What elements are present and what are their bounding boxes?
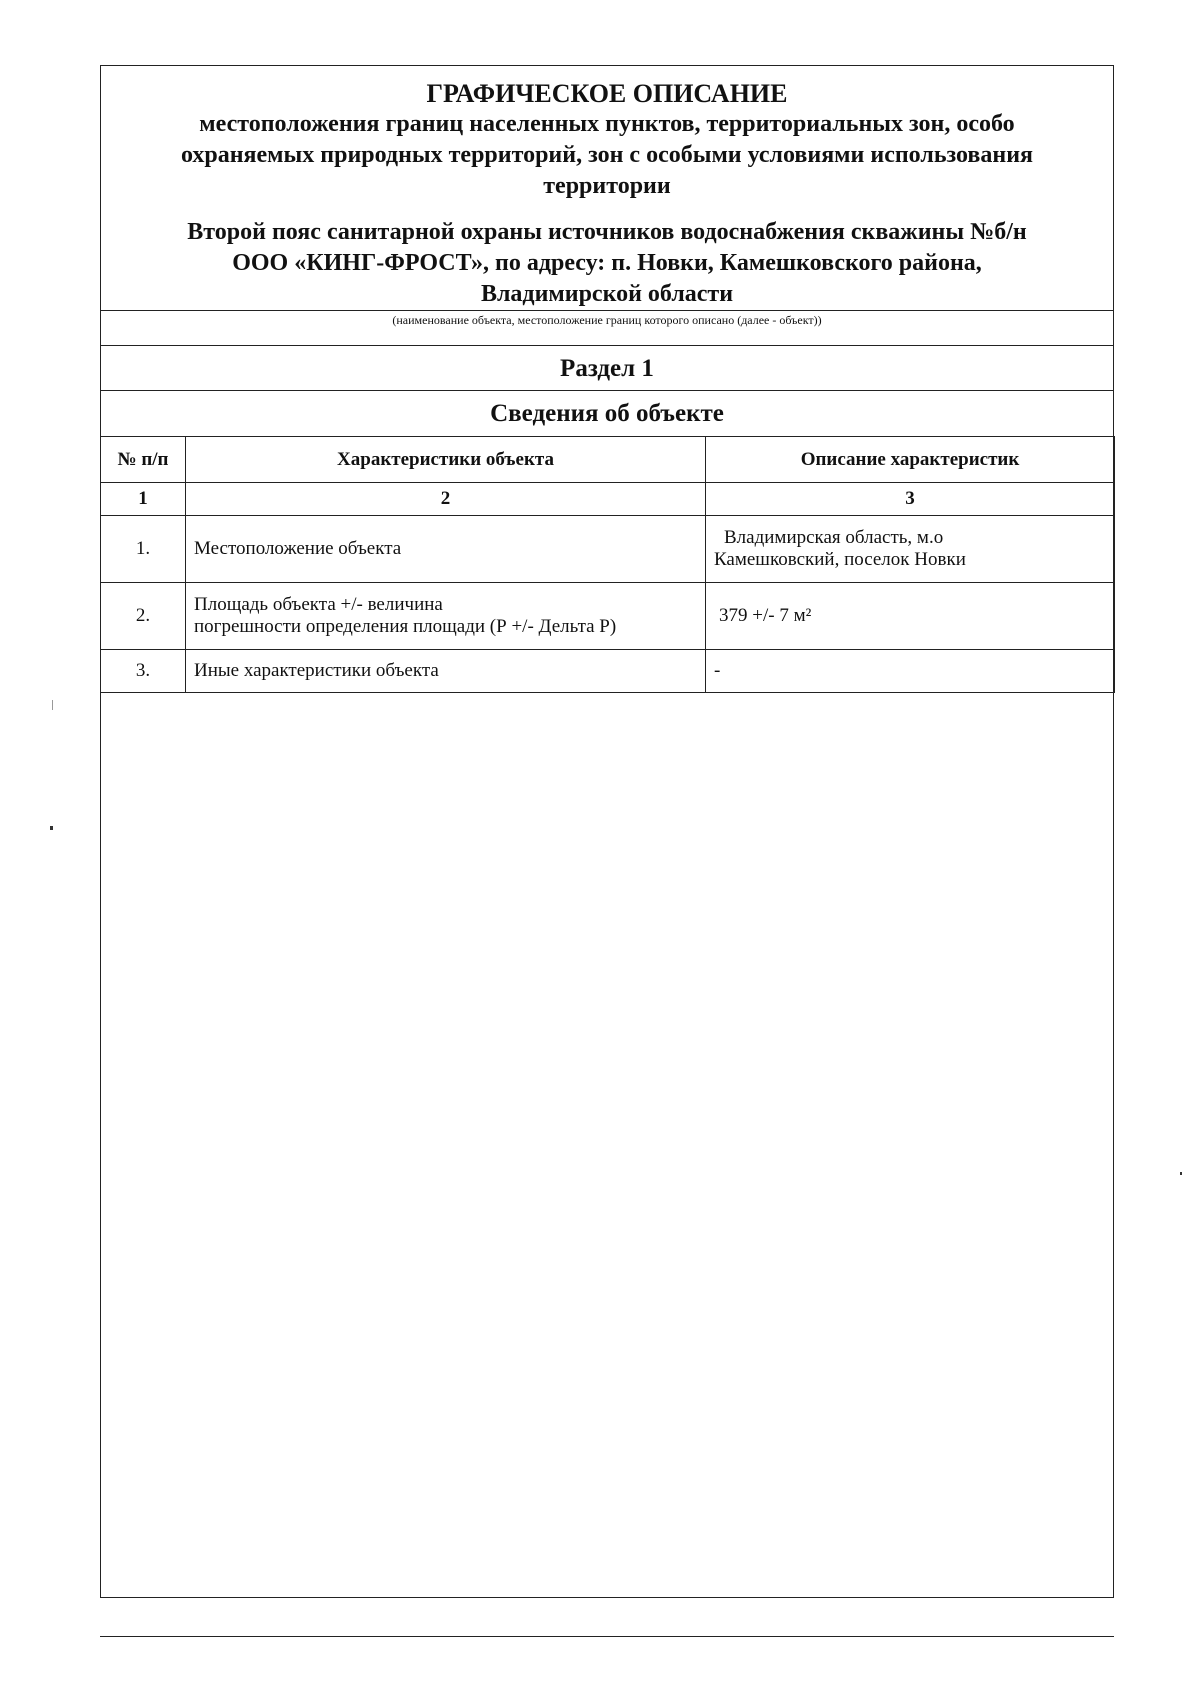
row-description (706, 583, 1115, 650)
table-header-row (101, 437, 1115, 483)
table-row (101, 650, 1115, 693)
document-title: ГРАФИЧЕСКОЕ ОПИСАНИЕ (426, 79, 788, 108)
header-num: № п/п (101, 437, 186, 483)
scan-speck (1180, 1172, 1182, 1175)
row-description (706, 516, 1115, 583)
object-info-table (100, 436, 1115, 693)
cell-line: погрешности определения площади (Р +/- Дельта Р) (194, 616, 617, 637)
header-description: Описание характеристик (706, 437, 1115, 483)
table-column-numbers-row (101, 483, 1115, 516)
row-characteristic (186, 583, 706, 650)
document-subtitle (101, 109, 1113, 202)
document-frame (100, 65, 1114, 1598)
section-title: Раздел 1 (101, 346, 1113, 391)
row-characteristic (186, 650, 706, 693)
row-description (706, 650, 1115, 693)
subtitle-line: территории (543, 173, 671, 199)
subtitle-line: местоположения границ населенных пунктов, территориальных зон, особо (199, 111, 1015, 137)
row-number: 1. (101, 516, 186, 583)
object-name-line: Второй пояс санитарной охраны источников водоснабжения скважины №б/н (187, 219, 1027, 245)
column-number: 2 (186, 483, 706, 516)
scan-speck (50, 826, 53, 830)
cell-line: Иные характеристики объекта (194, 660, 439, 681)
page-bottom-rule (100, 1636, 1114, 1637)
cell-line: - (714, 660, 721, 681)
scan-speck (52, 700, 53, 710)
object-name-line: Владимирской области (480, 281, 734, 307)
row-number: 2. (101, 583, 186, 650)
row-characteristic (186, 516, 706, 583)
object-caption-row (101, 310, 1113, 346)
object-caption: (наименование объекта, местоположение границ которого описано (далее - объект)) (392, 313, 822, 327)
cell-line: Площадь объекта +/- величина (194, 594, 443, 615)
cell-line: Владимирская область, м.о (724, 527, 944, 548)
header-characteristic: Характеристики объекта (186, 437, 706, 483)
table-row (101, 583, 1115, 650)
cell-line: 379 +/- 7 м² (719, 605, 812, 626)
row-number: 3. (101, 650, 186, 693)
cell-line: Местоположение объекта (194, 538, 402, 559)
object-name-line: ООО «КИНГ-ФРОСТ», по адресу: п. Новки, Камешковского района, (232, 250, 982, 276)
column-number: 1 (101, 483, 186, 516)
column-number: 3 (706, 483, 1115, 516)
document-header (101, 66, 1113, 310)
subtitle-line: охраняемых природных территорий, зон с особыми условиями использования (180, 142, 1034, 168)
object-name (101, 217, 1113, 310)
section-subtitle: Сведения об объекте (490, 400, 724, 427)
table-row (101, 516, 1115, 583)
cell-line: Камешковский, поселок Новки (714, 549, 966, 570)
